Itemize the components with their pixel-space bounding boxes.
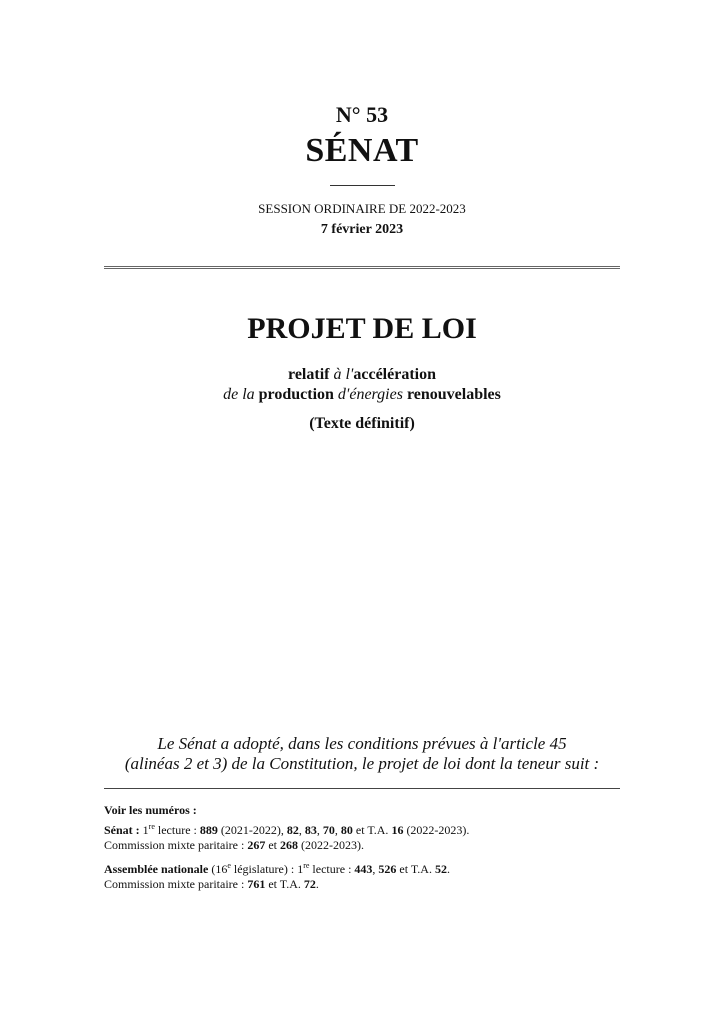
subtitle-word: à l' xyxy=(333,366,354,383)
reading-suffix: re xyxy=(148,822,155,831)
ref-number: 80 xyxy=(340,823,353,837)
ref-number: 268 xyxy=(280,838,298,852)
session-label: SESSION ORDINAIRE DE 2022-2023 xyxy=(258,201,466,216)
ref-text: (2022-2023). xyxy=(403,823,470,837)
assemblee-references xyxy=(104,862,624,892)
ref-number: 72 xyxy=(303,877,316,891)
senat-references xyxy=(104,823,624,853)
ref-number: 443 xyxy=(354,862,373,876)
ref-text: . xyxy=(315,877,319,891)
document-subtitle xyxy=(0,365,724,405)
reading-text: lecture : xyxy=(309,862,355,876)
double-divider xyxy=(104,266,620,269)
adoption-statement xyxy=(0,734,724,774)
senat-cmp-line xyxy=(104,838,624,853)
subtitle-word: accélération xyxy=(353,366,436,383)
ref-number: 267 xyxy=(247,838,266,852)
subtitle-word: de la xyxy=(223,386,255,403)
reading-number: 1 xyxy=(142,823,149,837)
legislature-suffix: e xyxy=(227,861,231,870)
ref-sep: , xyxy=(316,823,323,837)
document-number: N° 53 xyxy=(335,102,389,127)
subtitle-word: d'énergies xyxy=(337,386,403,403)
subtitle-word: production xyxy=(258,386,334,403)
subtitle-word: relatif xyxy=(288,366,330,383)
subtitle-line-1 xyxy=(0,365,724,385)
ref-number: 82 xyxy=(286,823,299,837)
short-divider xyxy=(330,185,395,186)
cmp-label: Commission mixte paritaire : xyxy=(104,877,248,891)
adoption-line-2: (alinéas 2 et 3) de la Constitution, le projet de loi dont la teneur suit : xyxy=(124,754,600,773)
ref-number: 889 xyxy=(199,823,218,837)
ref-number: 70 xyxy=(322,823,335,837)
senat-reading-line xyxy=(104,823,624,838)
assemblee-label: Assemblée nationale xyxy=(104,862,209,876)
ref-number: 16 xyxy=(391,823,404,837)
legislature-text: (16 xyxy=(208,862,228,876)
adoption-line-1: Le Sénat a adopté, dans les conditions prévues à l'article 45 xyxy=(157,734,567,753)
assemblee-reading-line xyxy=(104,862,624,877)
ref-text: et T.A. xyxy=(396,862,435,876)
reading-suffix: re xyxy=(303,861,310,870)
document-title: PROJET DE LOI xyxy=(247,312,477,345)
ref-number: 52 xyxy=(434,862,447,876)
chamber-name: SÉNAT xyxy=(305,132,419,169)
ref-number: 83 xyxy=(304,823,317,837)
ref-text: . xyxy=(446,862,450,876)
references-divider xyxy=(104,788,620,789)
ref-text: (2022-2023). xyxy=(298,838,364,852)
ref-text: et xyxy=(265,838,280,852)
senat-label: Sénat : xyxy=(104,823,140,837)
ref-text: et T.A. xyxy=(265,877,304,891)
assemblee-cmp-line xyxy=(104,877,624,892)
subtitle-line-2 xyxy=(0,385,724,405)
ref-text: (2021-2022), xyxy=(217,823,287,837)
cmp-label: Commission mixte paritaire : xyxy=(104,838,248,852)
references-heading: Voir les numéros : xyxy=(104,803,197,817)
text-status: (Texte définitif) xyxy=(309,415,415,432)
ref-number: 761 xyxy=(247,877,266,891)
ref-sep: , xyxy=(334,823,341,837)
document-date: 7 février 2023 xyxy=(320,222,404,237)
legislature-text: législature) : xyxy=(230,862,298,876)
ref-sep: , xyxy=(372,862,379,876)
subtitle-word: renouvelables xyxy=(406,386,501,403)
ref-sep: , xyxy=(298,823,305,837)
ref-number: 526 xyxy=(378,862,397,876)
ref-text: et T.A. xyxy=(352,823,392,837)
reading-text: lecture : xyxy=(154,823,200,837)
reading-number: 1 xyxy=(297,862,304,876)
